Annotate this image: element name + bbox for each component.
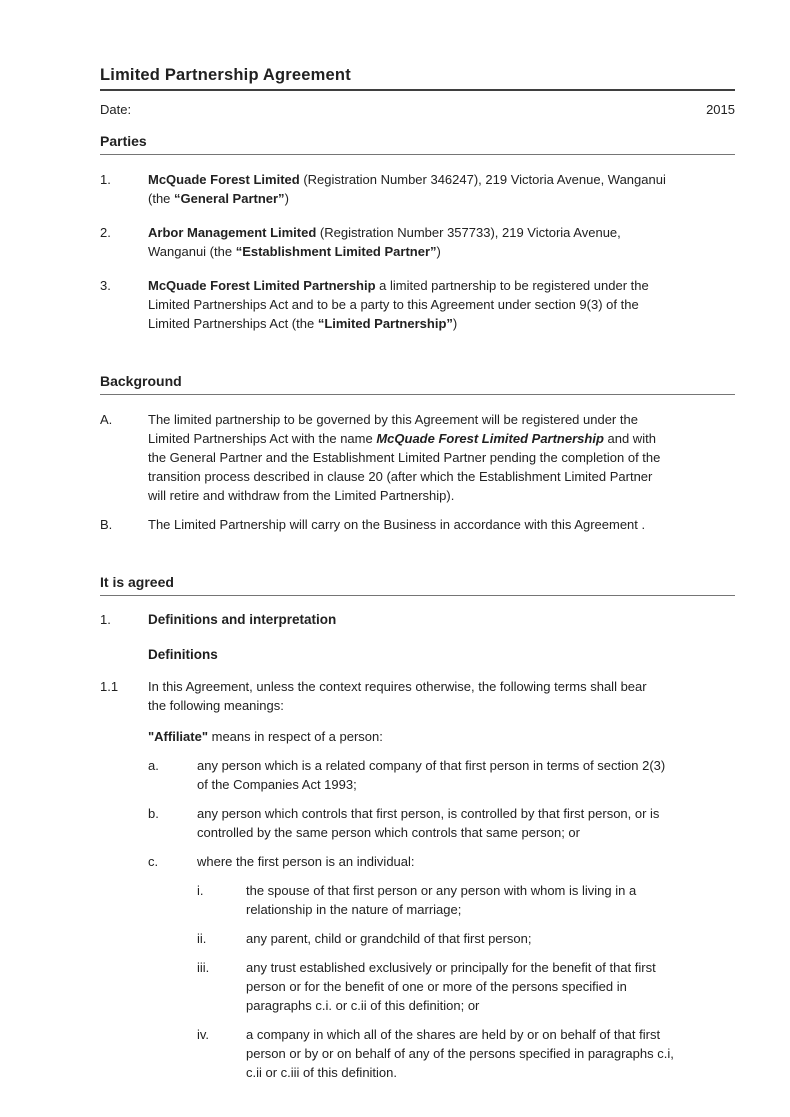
clause-item-number: 1.1 xyxy=(100,679,119,694)
party-item xyxy=(100,276,735,333)
background-text: The Limited Partnership will carry on the Business in accordance with this Agreement . xyxy=(148,517,646,532)
individual-roman: iv. xyxy=(197,1027,210,1042)
affiliate-paragraph: "Affiliate" means in respect of a person: xyxy=(148,729,383,744)
clause-number: 1. xyxy=(100,612,111,627)
parties-heading: Parties xyxy=(100,133,735,155)
date-row xyxy=(100,91,735,119)
individual-item xyxy=(197,1025,735,1082)
party-item xyxy=(100,223,735,261)
agreed-heading: It is agreed xyxy=(100,574,735,596)
background-heading: Background xyxy=(100,373,735,395)
party-number: 3. xyxy=(100,278,111,293)
definition-item xyxy=(148,756,735,794)
individual-text: a company in which all of the shares are held by or on behalf of that first person or by or on behalf of any of the persons specified in paragraphs c.i, c.ii or c.iii of this definition. xyxy=(246,1027,674,1080)
party-text: McQuade Forest Limited (Registration Number 346247), 219 Victoria Avenue, Wanganui (the “General Partner”) xyxy=(148,172,666,206)
party-text: McQuade Forest Limited Partnership a limited partnership to be registered under the Limited Partnerships Act and to be a party to this Agreement under section 9(3) of the Limited Partnerships Act (the “Limited Partnership”) xyxy=(148,278,649,331)
clause-item-text: In this Agreement, unless the context requires otherwise, the following terms shall bear the following meanings: xyxy=(148,679,647,713)
individual-roman: iii. xyxy=(197,960,210,975)
background-letter: A. xyxy=(100,412,113,427)
party-number: 2. xyxy=(100,225,111,240)
definition-letter: c. xyxy=(148,854,159,869)
definition-item xyxy=(148,804,735,842)
definition-letter: a. xyxy=(148,758,159,773)
background-item xyxy=(100,515,735,534)
definition-letter: b. xyxy=(148,806,159,821)
individual-roman: i. xyxy=(197,883,204,898)
clause-title: Definitions and interpretation xyxy=(148,612,337,627)
individual-item xyxy=(197,881,735,919)
definition-text: any person which controls that first person, is controlled by that first person, or is controlled by the same person which controls that same person; or xyxy=(197,806,660,840)
background-item xyxy=(100,410,735,505)
date-value: 2015 xyxy=(706,102,735,117)
definition-text: any person which is a related company of that first person in terms of section 2(3) of the Companies Act 1993; xyxy=(197,758,666,792)
background-text: The limited partnership to be governed by this Agreement will be registered under the Limited Partnerships Act with the name McQuade Forest Limited Partnership and with the General Partner and the Establishment Limited Partner pending the completion of the transition process described in clause 20 (after which the Establishment Limited Partner will retire and withdraw from the Limited Partnership). xyxy=(148,412,661,503)
definition-item xyxy=(148,852,735,871)
individual-text: any parent, child or grandchild of that first person; xyxy=(246,931,532,946)
party-item xyxy=(100,170,735,208)
document-title: Limited Partnership Agreement xyxy=(100,66,735,91)
party-text: Arbor Management Limited (Registration Number 357733), 219 Victoria Avenue, Wanganui (the “Establishment Limited Partner”) xyxy=(148,225,621,259)
individual-text: the spouse of that first person or any person with whom is living in a relationship in the nature of marriage; xyxy=(246,883,637,917)
party-number: 1. xyxy=(100,172,111,187)
individual-item xyxy=(197,958,735,1015)
clause-heading xyxy=(100,610,735,629)
individual-text: any trust established exclusively or principally for the benefit of that first person or for the benefit of one or more of the persons specified in paragraphs c.i. or c.ii of this definition; or xyxy=(246,960,656,1013)
definitions-subheading: Definitions xyxy=(148,647,218,662)
definition-text: where the first person is an individual: xyxy=(197,854,415,869)
clause-item xyxy=(100,677,735,715)
individual-roman: ii. xyxy=(197,931,207,946)
date-label: Date: xyxy=(100,102,132,117)
individual-item xyxy=(197,929,735,948)
background-letter: B. xyxy=(100,517,113,532)
